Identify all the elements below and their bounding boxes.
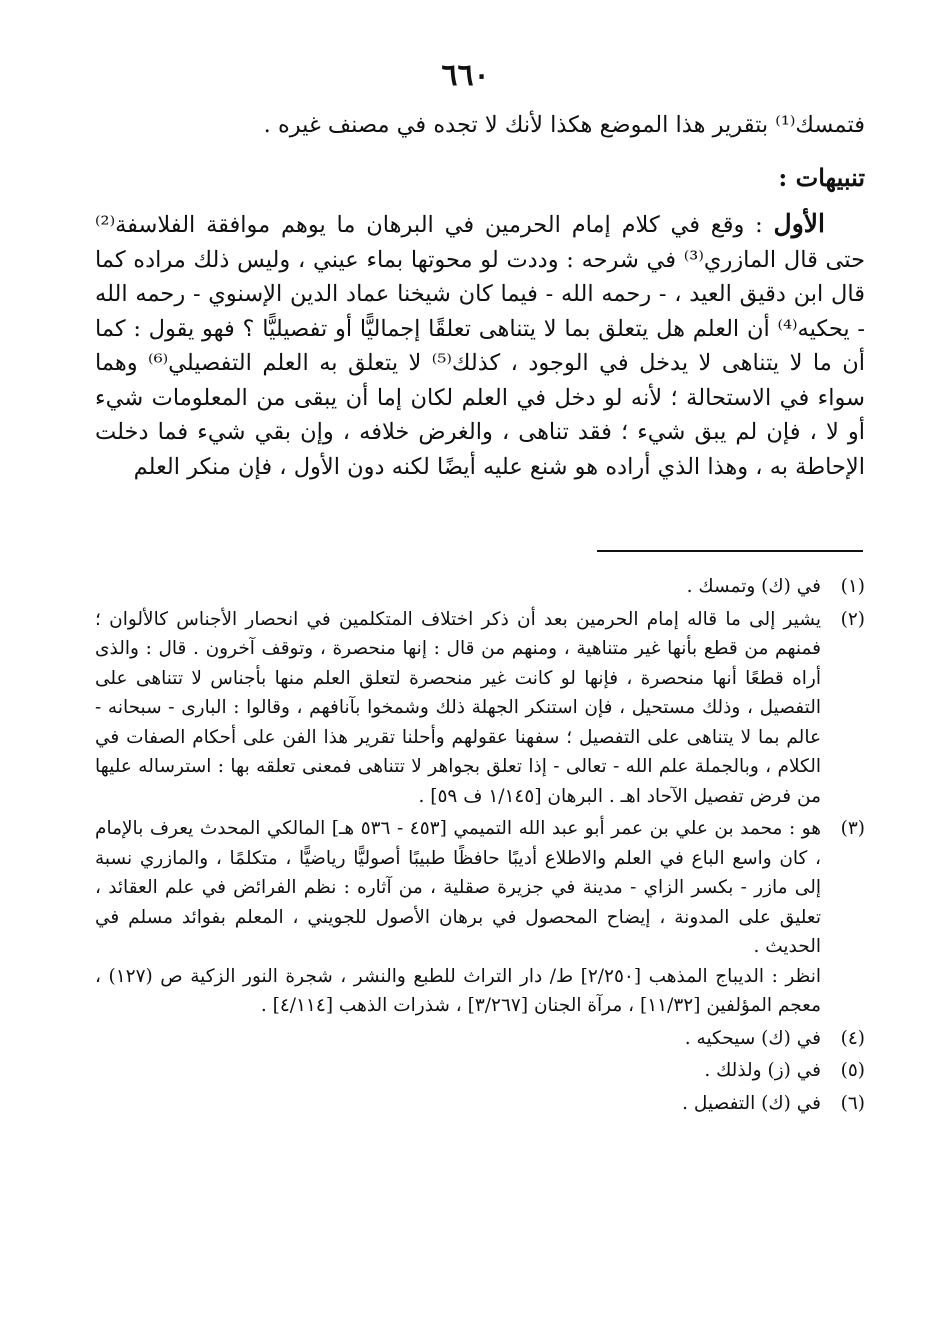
footnote-body — [95, 814, 821, 1021]
footnote-number: (٦) — [840, 1092, 865, 1114]
footnote-3 — [95, 814, 865, 1021]
footnote-text: هو : محمد بن علي بن عمر أبو عبد الله التميمي [٤٥٣ - ٥٣٦ هـ] المالكي المحدث يعرف بالإمام ، كان واسع الباع في العلم والاطلاع أديبًا حافظًا طبيبًا أصوليًّا رياضيًّا ، متكلمًا ، والمازري نسبة إلى مازر - بكسر الزاي - مدينة في جزيرة صقلية ، من آثاره : نظم الفرائض في علم العقائد ، تعليق على المدونة ، إيضاح المحصول في برهان الأصول للجويني ، المعلم بفوائد مسلم في الحديث . — [95, 818, 821, 957]
footnote-text: في (ك) سيحكيه . — [684, 1027, 821, 1049]
footnote-2 — [95, 605, 865, 812]
footnote-4 — [95, 1024, 865, 1054]
first-point-text: : وقع في كلام إمام الحرمين في البرهان ما يوهم موافقة الفلاسفة⁽²⁾ حتى قال المازري⁽³⁾ في شرحه : وددت لو محوتها بماء عيني ، وليس ذلك مراده كما قال ابن دقيق العيد ، - رحمه الله - فيما كان شيخنا عماد الدين الإسنوي - رحمه الله - يحكيه⁽⁴⁾ أن العلم هل يتعلق بما لا يتناهى تعلقًا إجماليًّا أو تفصيليًّا ؟ فهو يقول : كما أن ما لا يتناهى لا يدخل في الوجود ، كذلك⁽⁵⁾ لا يتعلق به العلم التفصيلي⁽⁶⁾ وهما سواء في الاستحالة ؛ لأنه لو دخل في العلم لكان إما أن يبقى من المعلومات شيء أو لا ، فإن لم يبق شيء ؛ فقد تناهى ، والغرض خلافه ، وإن بقي شيء فما دخلت الإحاطة به ، وهذا الذي أراده هو شنع عليه أيضًا لكنه دون الأول ، فإن منكر العلم — [95, 212, 865, 480]
footnote-text: في (ك) وتمسك . — [686, 576, 821, 597]
footnote-number: (٢) — [840, 608, 865, 630]
first-point-label: الأول — [773, 209, 825, 238]
footnotes — [95, 572, 865, 1118]
footnote-text: في (ز) ولذلك . — [704, 1060, 821, 1081]
footnote-6 — [95, 1089, 865, 1119]
footnote-number: (١) — [840, 576, 865, 597]
section-heading: تنبيهات : — [778, 162, 865, 192]
main-text — [95, 108, 865, 484]
footnote-number: (٥) — [840, 1060, 865, 1081]
footnote-5 — [95, 1056, 865, 1086]
footnote-text: يشير إلى ما قاله إمام الحرمين بعد أن ذكر اختلاف المتكلمين في انحصار الأجناس كالألوان ؛ فمنهم من قطع بأنها غير متناهية ، ومنهم من قال : إنها منحصرة ، وتوقف آخرون . قال : والذى أراه قطعًا أنها منحصرة ، فإنها لو كانت غير منحصرة لتعلق العلم منها بأجناس لا تتناهى على التفصيل ، وذلك مستحيل ، فإن استنكر الجهلة ذلك وشمخوا بآنافهم ، وقالوا : البارى - سبحانه - عالم بما لا يتناهى على التفصيل ؛ سفهنا عقولهم وأحلنا تقرير هذا الفن على أحكام الصفات في الكلام ، وبالجملة علم الله - تعالى - إذا تعلق بجواهر لا تتناهى فمعنى تعلقه بها : استرساله عليها من فرض تفصيل الآحاد اهـ . البرهان [١/١٤٥ ف ٥٩] . — [95, 608, 821, 807]
footnote-text: في (ك) التفصيل . — [682, 1092, 821, 1114]
footnote-divider — [597, 550, 863, 552]
page-number: ٦٦٠ — [441, 58, 490, 93]
first-point-paragraph — [95, 207, 865, 484]
opening-line: فتمسك⁽¹⁾ بتقرير هذا الموضع هكذا لأنك لا تجده في مصنف غيره . — [263, 112, 865, 138]
footnote-number: (٤) — [840, 1027, 865, 1049]
footnote-number: (٣) — [840, 818, 865, 839]
footnote-references: انظر : الديباج المذهب [٢/٢٥٠] ط/ دار التراث للطبع والنشر ، شجرة النور الزكية ص (١٢٧) ، معجم المؤلفين [١١/٣٢] ، مرآة الجنان [٣/٢٦٧] ، شذرات الذهب [٤/١١٤] . — [95, 965, 822, 1016]
footnote-1 — [95, 572, 865, 602]
